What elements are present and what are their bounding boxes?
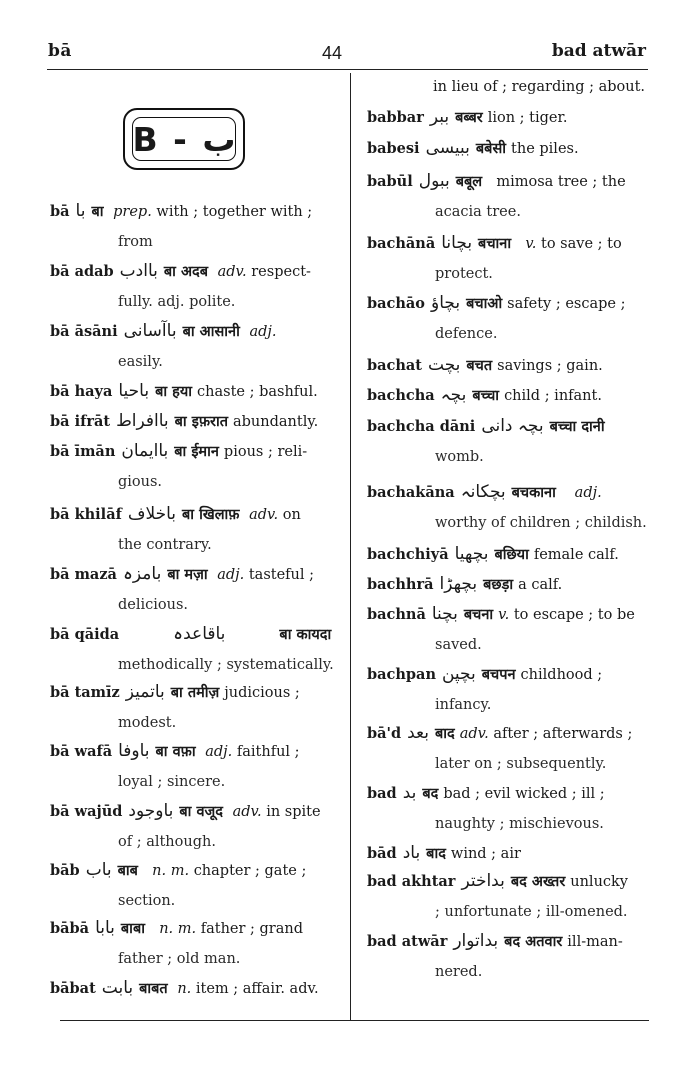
entry-hindi: बचत: [466, 358, 493, 374]
entry-hindi: बा खिलाफ़: [182, 507, 240, 523]
entry-urdu: ببیسی: [425, 138, 470, 158]
entry-urdu: باب: [85, 860, 112, 880]
entry-headword: bābat: [50, 980, 96, 997]
entry-hindi: बद अतवार: [504, 934, 563, 950]
entry-gloss: in spite: [266, 804, 321, 820]
entry-gloss: child ; infant.: [504, 388, 602, 404]
entry-gloss: respect-: [251, 264, 311, 280]
dictionary-entry: [367, 411, 610, 472]
dictionary-entry: [367, 288, 625, 349]
entry-headword: bad akhtar: [367, 873, 456, 890]
dictionary-entry: [367, 228, 622, 289]
entry-headword: bā haya: [50, 383, 113, 400]
entry-hindi: बा वजूद: [179, 804, 223, 820]
dictionary-entry: [50, 499, 301, 560]
entry-hindi: बछड़ा: [483, 577, 514, 593]
entry-gloss: pious ; reli-: [223, 444, 308, 460]
entry-gloss: ill-man-: [567, 934, 623, 950]
entry-headword: bābā: [50, 920, 90, 937]
dictionary-entry: [367, 659, 602, 720]
dictionary-entry: [367, 778, 605, 839]
entry-headword: bad atwār: [367, 933, 448, 950]
dictionary-entry: [367, 477, 647, 538]
entry-gloss: a calf.: [518, 577, 563, 593]
entry-headword: bachcha dāni: [367, 418, 476, 435]
dictionary-entry: [50, 196, 312, 257]
entry-gloss: to escape ; to be: [513, 607, 635, 623]
entry-urdu: بچہ دانی: [481, 416, 544, 436]
entry-continuation: womb.: [435, 449, 484, 465]
dictionary-entry: [367, 133, 579, 164]
entry-urdu: بچہ: [440, 385, 467, 405]
dictionary-entry: [50, 973, 319, 1004]
entry-headword: bā āsāni: [50, 323, 118, 340]
bottom-rule: [60, 1020, 649, 1021]
entry-continuation: fully. adj. polite.: [118, 294, 236, 310]
entry-urdu: بچت: [428, 355, 461, 375]
entry-urdu: باحیا: [118, 381, 150, 401]
entry-continuation: modest.: [118, 715, 177, 731]
dictionary-entry: [50, 796, 321, 857]
entry-headword: bā'd: [367, 725, 402, 742]
entry-pos: v.: [525, 236, 537, 252]
entry-continuation: ; unfortunate ; ill-omened.: [435, 904, 628, 920]
dictionary-entry: [50, 406, 318, 437]
entry-urdu: بابا: [95, 918, 115, 938]
entry-headword: bā ifrāt: [50, 413, 111, 430]
entry-hindi: बाबत: [139, 981, 168, 997]
entry-urdu: بعد: [407, 723, 429, 743]
entry-hindi: बा: [91, 204, 104, 220]
entry-headword: bachāo: [367, 295, 425, 312]
entry-gloss: item ; affair. adv.: [195, 981, 319, 997]
entry-hindi: बाबा: [120, 921, 145, 937]
entry-hindi: बाद: [434, 726, 455, 742]
entry-headword: bā mazā: [50, 566, 117, 583]
entry-urdu: بچکانہ: [460, 482, 506, 502]
entry-urdu: باایمان: [121, 441, 169, 461]
entry-urdu: بداتوار: [453, 931, 499, 951]
dictionary-entry: [367, 102, 567, 133]
entry-gloss: childhood ;: [520, 667, 603, 683]
entry-gloss: tasteful ;: [248, 567, 315, 583]
entry-headword: bā: [50, 203, 70, 220]
entry-pos: adv.: [217, 264, 247, 280]
entry-pos: adv.: [459, 726, 489, 742]
dictionary-entry: [50, 619, 336, 680]
entry-pos: n.: [177, 981, 192, 997]
dictionary-entry: [367, 926, 623, 987]
dictionary-entry: [367, 350, 603, 381]
entry-continuation: infancy.: [435, 697, 492, 713]
entry-hindi: बचपन: [481, 667, 516, 683]
dictionary-entry: [50, 316, 276, 377]
entry-urdu: ببر: [429, 107, 450, 127]
entry-headword: bachcha: [367, 387, 435, 404]
entry-hindi: बचाना: [478, 236, 512, 252]
page-number: 44: [322, 43, 343, 63]
entry-continuation: nered.: [435, 964, 483, 980]
entry-urdu: باخلاف: [127, 504, 177, 524]
entry-gloss: with ; together with ;: [156, 204, 313, 220]
entry-continuation: protect.: [435, 266, 493, 282]
running-head-right: bad atwār: [551, 41, 646, 61]
dictionary-entry: [50, 436, 307, 497]
entry-continuation: easily.: [118, 354, 163, 370]
entry-continuation: acacia tree.: [435, 204, 521, 220]
entry-pos: n. m.: [152, 863, 190, 879]
entry-hindi: बाद: [426, 846, 446, 862]
entry-urdu: بچاؤ: [430, 293, 461, 313]
entry-continuation: loyal ; sincere.: [118, 774, 226, 790]
dictionary-entry: [50, 256, 311, 317]
entry-headword: bā tamīz: [50, 684, 120, 701]
entry-continuation: father ; old man.: [118, 951, 241, 967]
entry-headword: babūl: [367, 173, 413, 190]
entry-continuation: delicious.: [118, 597, 189, 613]
entry-gloss: lion ; tiger.: [487, 110, 568, 126]
dictionary-entry-continued: [433, 72, 645, 102]
entry-hindi: बा कायदा: [279, 627, 332, 643]
entry-gloss: abundantly.: [233, 414, 319, 430]
entry-headword: babesi: [367, 140, 420, 157]
dictionary-entry: [367, 718, 632, 779]
dictionary-entry: [50, 559, 314, 620]
entry-headword: bachhrā: [367, 576, 434, 593]
entry-headword: bachnā: [367, 606, 426, 623]
dictionary-entry: [50, 913, 303, 974]
entry-pos: n. m.: [159, 921, 197, 937]
section-letter-text: B - ب: [132, 119, 236, 159]
dictionary-entry: [50, 736, 300, 797]
dictionary-entry: [367, 539, 619, 570]
entry-headword: bad: [367, 785, 397, 802]
entry-gloss: wind ; air: [450, 846, 521, 862]
entry-urdu: بامزہ: [122, 564, 162, 584]
entry-hindi: बचना: [463, 607, 494, 623]
dictionary-entry: [367, 380, 602, 411]
dictionary-entry: [50, 855, 306, 916]
entry-gloss: in lieu of ; regarding ; about.: [433, 79, 646, 95]
dictionary-entry: [367, 599, 635, 660]
entry-continuation: saved.: [435, 637, 482, 653]
entry-gloss: female calf.: [533, 547, 619, 563]
entry-hindi: बा तमीज़: [170, 685, 220, 701]
entry-urdu: بچھڑا: [439, 574, 478, 594]
entry-continuation: of ; although.: [118, 834, 216, 850]
entry-gloss: father ; grand: [200, 921, 304, 937]
entry-continuation: gious.: [118, 474, 163, 490]
entry-headword: bachānā: [367, 235, 436, 252]
entry-urdu: ببول: [418, 171, 450, 191]
entry-urdu: باد: [402, 843, 421, 863]
entry-hindi: बब्बर: [455, 110, 483, 126]
entry-continuation: defence.: [435, 326, 498, 342]
entry-continuation: worthy of children ; childish.: [435, 515, 647, 531]
entry-headword: bachakāna: [367, 484, 455, 501]
entry-headword: bachchiyā: [367, 546, 449, 563]
dictionary-entry: [367, 866, 628, 927]
entry-gloss: unlucky: [570, 874, 629, 890]
entry-hindi: बा मज़ा: [167, 567, 208, 583]
entry-headword: bā wajūd: [50, 803, 123, 820]
entry-urdu: باآسانی: [123, 321, 177, 341]
entry-headword: bachpan: [367, 666, 436, 683]
entry-hindi: बछिया: [494, 547, 529, 563]
entry-urdu: باادب: [119, 261, 158, 281]
running-head-left: bā: [48, 41, 72, 61]
entry-pos: adj.: [205, 744, 233, 760]
entry-headword: bā khilāf: [50, 506, 122, 523]
top-rule: [47, 69, 648, 70]
entry-headword: bā īmān: [50, 443, 116, 460]
entry-pos: adv.: [249, 507, 279, 523]
entry-pos: adj.: [217, 567, 245, 583]
entry-headword: bā wafā: [50, 743, 113, 760]
entry-urdu: بد: [402, 783, 417, 803]
entry-urdu: باافراط: [116, 411, 169, 431]
dictionary-entry: [367, 838, 521, 869]
entry-gloss: on: [282, 507, 301, 523]
entry-urdu: بچنا: [431, 604, 458, 624]
column-divider: [350, 73, 351, 1021]
entry-hindi: बा अदब: [163, 264, 209, 280]
dictionary-entry: [367, 569, 562, 600]
entry-hindi: बा हया: [155, 384, 193, 400]
entry-hindi: बाब: [117, 863, 138, 879]
entry-continuation: the contrary.: [118, 537, 212, 553]
entry-gloss: savings ; gain.: [497, 358, 603, 374]
entry-urdu: باوفا: [118, 741, 150, 761]
entry-urdu: بابت: [101, 978, 134, 998]
entry-pos: adv.: [232, 804, 262, 820]
entry-hindi: बबूल: [455, 174, 483, 190]
entry-headword: bā qāida: [50, 626, 120, 643]
entry-hindi: बचाओ: [466, 296, 503, 312]
entry-gloss: safety ; escape ;: [507, 296, 626, 312]
entry-hindi: बा इफ़रात: [174, 414, 228, 430]
entry-continuation: naughty ; mischievous.: [435, 816, 604, 832]
entry-headword: bāb: [50, 862, 80, 879]
entry-headword: bād: [367, 845, 397, 862]
dictionary-entry: [367, 166, 626, 227]
entry-headword: babbar: [367, 109, 424, 126]
entry-urdu: بچپن: [441, 664, 476, 684]
entry-gloss: judicious ;: [224, 685, 300, 701]
entry-hindi: बचकाना: [511, 485, 556, 501]
entry-hindi: बा ईमान: [174, 444, 219, 460]
entry-continuation: later on ; subsequently.: [435, 756, 607, 772]
entry-hindi: बच्चा दानी: [549, 419, 605, 435]
entry-hindi: बद अख्तर: [510, 874, 566, 890]
entry-pos: adj.: [574, 485, 602, 501]
entry-urdu: بچھیا: [454, 544, 489, 564]
entry-gloss: the piles.: [511, 141, 579, 157]
entry-hindi: बबेसी: [475, 141, 507, 157]
entry-pos: prep.: [113, 204, 152, 220]
entry-pos: adj.: [249, 324, 277, 340]
section-letter-badge: [123, 108, 245, 170]
entry-headword: bachat: [367, 357, 422, 374]
entry-gloss: to save ; to: [541, 236, 622, 252]
entry-continuation: from: [118, 234, 153, 250]
entry-pos: v.: [498, 607, 510, 623]
entry-urdu: با: [75, 201, 86, 221]
dictionary-entry: [50, 677, 300, 738]
entry-urdu: بچانا: [441, 233, 473, 253]
entry-gloss: chaste ; bashful.: [197, 384, 318, 400]
dictionary-entry: [50, 376, 318, 407]
entry-gloss: chapter ; gate ;: [193, 863, 307, 879]
entry-hindi: बच्चा: [472, 388, 500, 404]
entry-gloss: faithful ;: [236, 744, 300, 760]
entry-hindi: बा वफ़ा: [155, 744, 196, 760]
entry-urdu: باتمیز: [125, 682, 165, 702]
entry-headword: bā adab: [50, 263, 114, 280]
entry-urdu: بداختر: [461, 871, 505, 891]
entry-continuation: section.: [118, 893, 176, 909]
entry-gloss: bad ; evil wicked ; ill ;: [443, 786, 605, 802]
entry-hindi: बा आसानी: [182, 324, 240, 340]
entry-gloss: mimosa tree ; the: [496, 174, 626, 190]
entry-urdu: باوجود: [128, 801, 174, 821]
entry-continuation: methodically ; systematically.: [118, 657, 334, 673]
entry-urdu: باقاعدہ: [173, 624, 226, 644]
entry-gloss: after ; afterwards ;: [493, 726, 633, 742]
entry-hindi: बद: [422, 786, 439, 802]
